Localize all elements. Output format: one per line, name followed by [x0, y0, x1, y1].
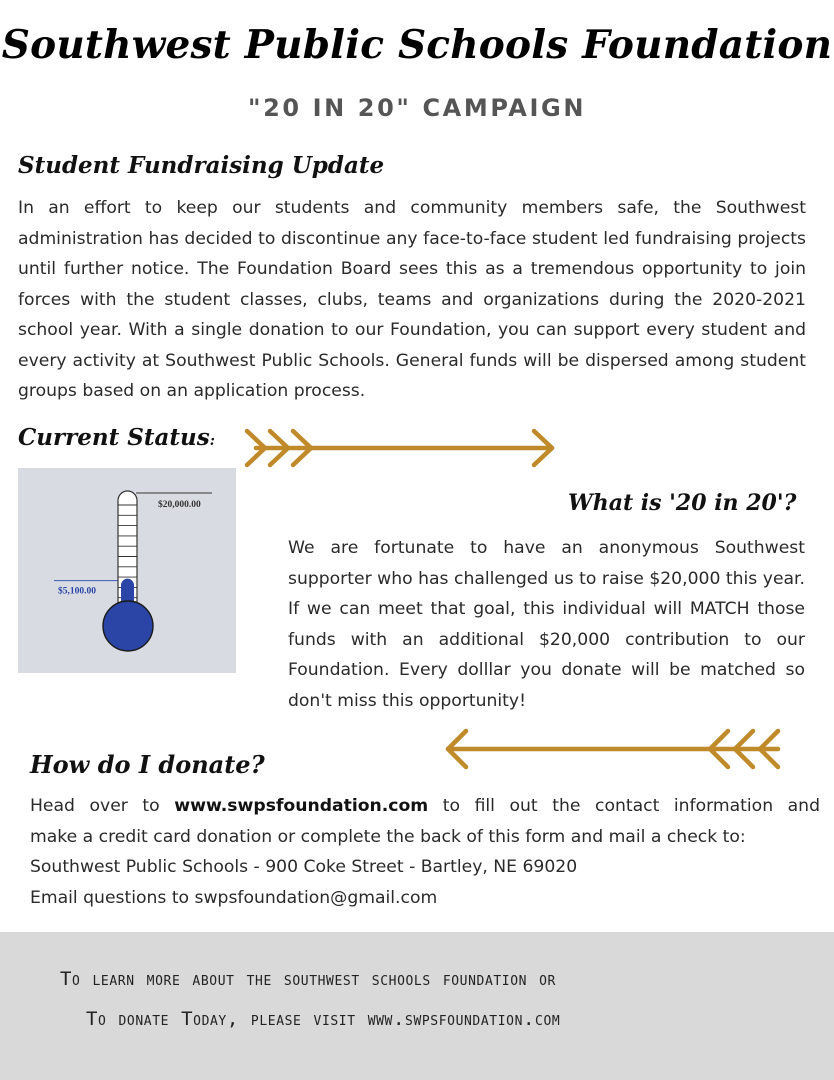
donate-paragraph	[30, 791, 820, 913]
donate-line-1-post: to fill out the contact information and	[428, 796, 820, 816]
what-paragraph: We are fortunate to have an anonymous Southwest supporter who has challenged us to raise $20,000 this year. If we can meet that goal, this individual will MATCH those funds with an additional $20,000 contribution to our Foundation. Every dolllar you donate will be matched so don't miss this opportunity!	[288, 538, 805, 711]
status-heading	[18, 424, 215, 451]
footer-line-2: To donate Today, please visit www.swpsfoundation.com	[86, 1008, 561, 1030]
status-heading-colon: :	[209, 433, 215, 449]
status-heading-text: Current Status	[18, 424, 210, 451]
donate-line-1-pre: Head over to	[30, 796, 175, 816]
email-line: Email questions to swpsfoundation@gmail.com	[30, 887, 438, 908]
thermometer-panel	[18, 468, 236, 673]
footer-line-1: To learn more about the southwest schools foundation or	[60, 968, 556, 990]
goal-label: $20,000.00	[158, 500, 201, 510]
thermometer-bulb	[103, 601, 153, 651]
current-label: $5,100.00	[58, 586, 96, 597]
website-link[interactable]: www.swpsfoundation.com	[174, 796, 429, 816]
footer-banner	[0, 932, 834, 1080]
arrow-right-icon	[242, 424, 562, 472]
update-paragraph: In an effort to keep our students and community members safe, the Southwest administration has decided to discontinue any face-to-face student led fundraising projects until further notice. The Foundation Board sees this as a tremendous opportunity to join forces with the student classes, clubs, teams and organizations during the 2020-2021 school year. With a single donation to our Foundation, you can support every student and every activity at Southwest Public Schools. General funds will be dispersed among student groups based on an application process.	[18, 198, 806, 401]
donate-line-2: make a credit card donation or complete the back of this form and mail a check to:	[30, 826, 746, 847]
arrow-left-icon	[442, 724, 792, 774]
update-heading: Student Fundraising Update	[18, 152, 385, 179]
what-heading: What is '20 in 20'?	[568, 490, 797, 516]
donate-heading: How do I donate?	[30, 750, 265, 779]
mailing-address: Southwest Public Schools - 900 Coke Street - Bartley, NE 69020	[30, 857, 578, 877]
donate-line-1	[30, 791, 820, 822]
campaign-subtitle: "20 IN 20" CAMPAIGN	[247, 94, 587, 122]
thermometer-icon	[18, 468, 236, 673]
page-title: Southwest Public Schools Foundation	[1, 22, 833, 68]
